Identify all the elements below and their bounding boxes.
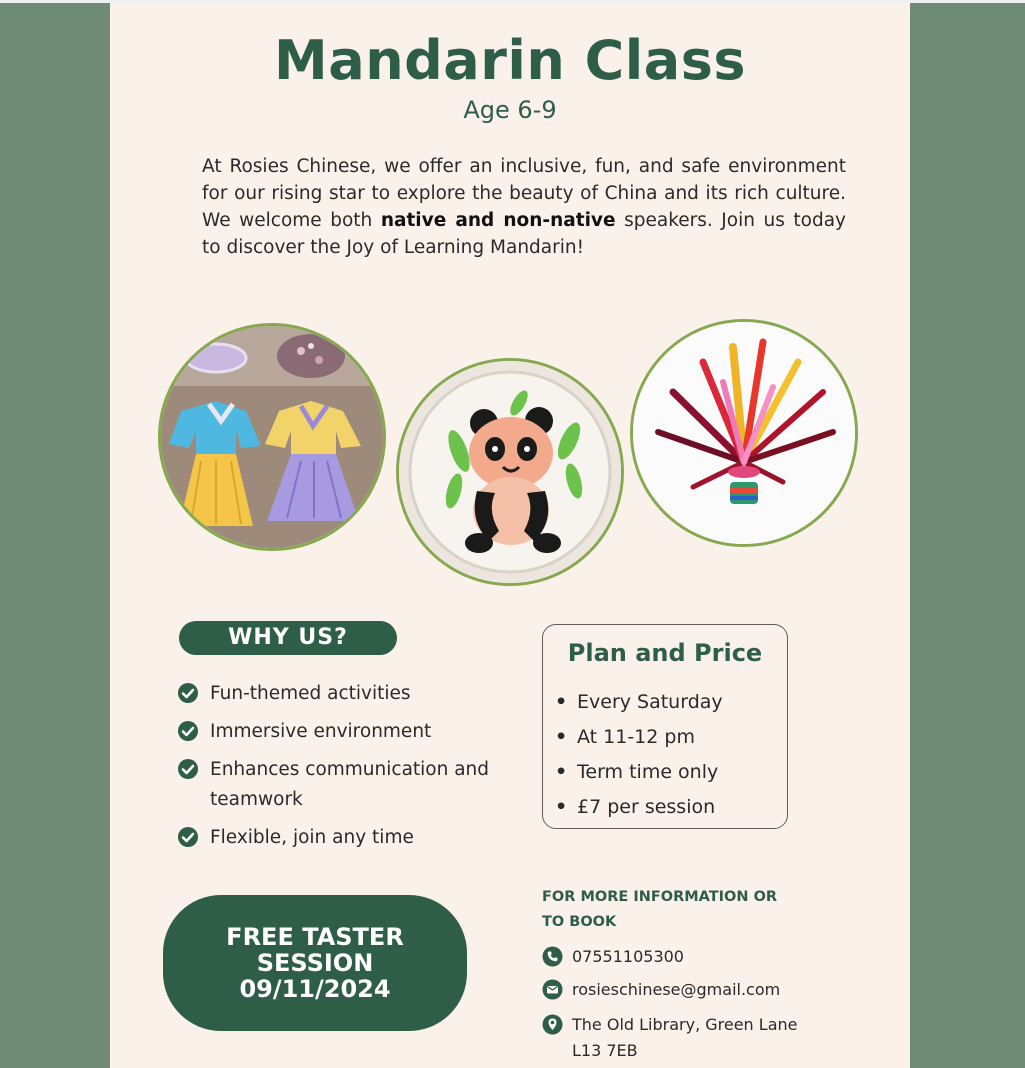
- why-us-item: [177, 679, 497, 709]
- plan-item-text: Every Saturday: [577, 691, 723, 713]
- plan-item: • Term time only: [555, 761, 719, 783]
- intro-paragraph: [202, 153, 846, 261]
- contact-address: [542, 1012, 812, 1064]
- intro-text-2: speakers. Join us today to discover the Joy of Learning Mandarin!: [202, 210, 846, 258]
- plan-item-text: At 11-12 pm: [577, 726, 695, 748]
- why-us-item: [177, 823, 497, 853]
- email-address: rosieschinese@gmail.com: [572, 980, 781, 999]
- why-us-list: [177, 679, 497, 861]
- check-circle-icon: [177, 720, 199, 742]
- panda-painting-plate-photo: [396, 358, 624, 586]
- poster-title: Mandarin Class: [274, 29, 746, 92]
- plan-item: • At 11-12 pm: [555, 726, 695, 748]
- check-circle-icon: [177, 826, 199, 848]
- taster-line-1: FREE TASTER: [226, 923, 404, 951]
- check-circle-icon: [177, 758, 199, 780]
- contact-phone[interactable]: [542, 944, 684, 970]
- free-taster-badge: [163, 895, 467, 1031]
- plan-and-price-box: [542, 624, 788, 829]
- intro-text-1: At Rosies Chinese, we offer an inclusive, fun, and safe environment for our rising star to explore the beauty of China and its rich culture. We welcome both: [202, 156, 846, 231]
- paper-hanfu-craft-photo: [158, 323, 386, 551]
- poster-page: [110, 3, 910, 1068]
- feather-shuttlecock-photo: [630, 319, 858, 547]
- plan-list: [555, 685, 723, 825]
- check-circle-icon: [177, 682, 199, 704]
- email-icon: [542, 979, 563, 1000]
- phone-icon: [542, 946, 563, 967]
- phone-number: 07551105300: [572, 947, 684, 966]
- taster-line-2: SESSION: [256, 949, 374, 977]
- plan-item-text: £7 per session: [577, 796, 716, 818]
- plan-item-text: Term time only: [577, 761, 719, 783]
- street-address: The Old Library, Green Lane L13 7EB: [572, 1015, 798, 1060]
- why-us-item: [177, 717, 497, 747]
- plan-heading: Plan and Price: [567, 639, 763, 667]
- why-us-item-text: Flexible, join any time: [210, 827, 414, 848]
- why-us-heading: WHY US?: [179, 621, 397, 655]
- taster-date: 09/11/2024: [239, 975, 391, 1003]
- why-us-item: [177, 755, 497, 815]
- plan-item: • £7 per session: [555, 796, 716, 818]
- why-us-item-text: Enhances communication and teamwork: [210, 759, 490, 810]
- plan-item: • Every Saturday: [555, 691, 723, 713]
- contact-email[interactable]: [542, 977, 780, 1003]
- why-us-item-text: Fun-themed activities: [210, 683, 411, 704]
- intro-bold-text: native and non-native: [380, 210, 616, 231]
- location-pin-icon: [542, 1014, 563, 1035]
- why-us-item-text: Immersive environment: [210, 721, 432, 742]
- contact-heading: FOR MORE INFORMATION OR TO BOOK: [542, 889, 778, 930]
- age-range: Age 6-9: [463, 96, 557, 124]
